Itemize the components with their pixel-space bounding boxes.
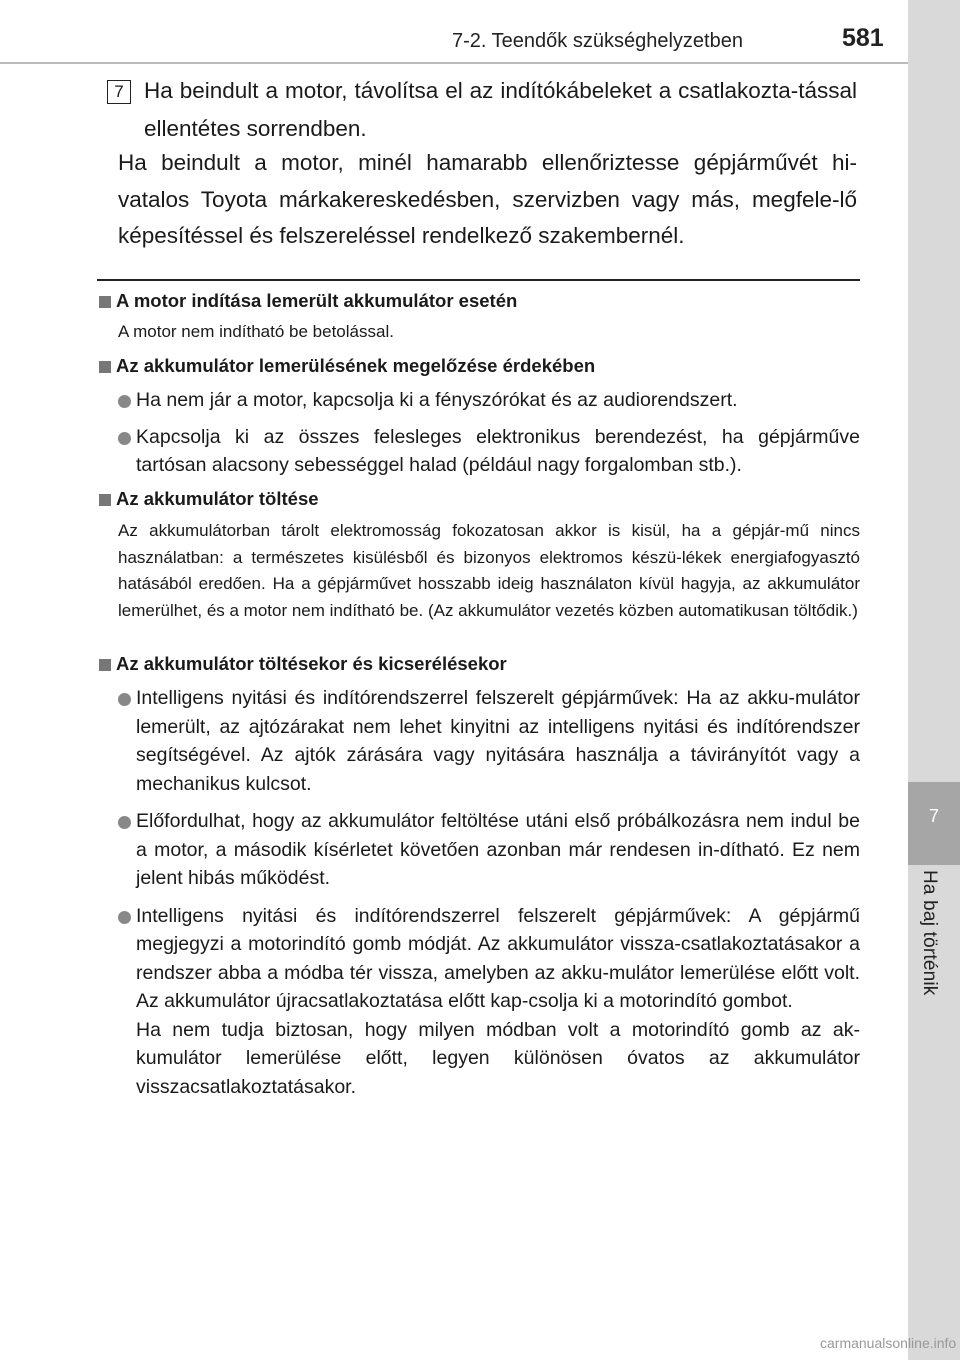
bullet-dot-icon [118,911,131,924]
section-text: A motor nem indítható be betolással. [118,322,394,341]
list-item: Ha nem jár a motor, kapcsolja ki a fényszórókat és az audiorendszert. [97,386,860,415]
chapter-number: 7 [928,806,939,826]
header-divider [0,62,908,64]
section-text: Az akkumulátorban tárolt elektromosság fokozatosan akkor is kisül, ha a gépjár-mű nincs használatban: a természetes kisülésből és bizonyos elektromos készü-lékek energiafogyasztó hatásából eredően. Ha a gépjárművet hosszabb ideig használaton kívül hagyja, az akkumulátor lemerülhet, és a motor nem indítható be. (Az akkumulátor vezetés közben automatikusan töltődik.) [118,521,860,620]
section-4 [97,651,860,1101]
note-paragraph: Ha beindult a motor, minél hamarabb ellenőriztesse gépjárművét hi-vatalos Toyota márkakereskedésben, szervizben vagy más, megfele-lő képesítéssel és felszereléssel rendelkező szakembernél. [118,150,857,248]
bullet-dot-icon [118,693,131,706]
section-heading: Az akkumulátor töltésekor és kicserélésekor [97,651,860,677]
section-heading: A motor indítása lemerült akkumulátor esetén [97,288,860,314]
section-1 [97,288,860,346]
square-bullet-icon [99,296,111,308]
section-title: 7-2. Teendők szükséghelyzetben [452,30,743,52]
step-number-box: 7 [107,80,131,104]
step-text: Ha beindult a motor, távolítsa el az indítókábeleket a csatlakozta-tással ellentétes sorrendben. [144,78,857,141]
chapter-label: Ha baj történik [919,870,940,996]
list-item: Előfordulhat, hogy az akkumulátor feltöltése utáni első próbálkozásra nem indul be a motor, a második kísérletet követően azonban már rendesen in-dítható. Ez nem jelent hibás működést. [97,807,860,893]
bullet-dot-icon [118,432,131,445]
section-heading: Az akkumulátor töltése [97,486,860,512]
square-bullet-icon [99,361,111,373]
side-bar [908,0,960,1360]
list-item: Intelligens nyitási és indítórendszerrel felszerelt gépjárművek: Ha az akku-mulátor lemerült, az ajtózárakat nem lehet kinyitni az intelligens nyitási és indítórendszer segítségével. Az ajtók zárására vagy nyitására használja a távirányítót vagy a mechanikus kulcsot. [97,684,860,798]
section-3 [97,486,860,624]
list-item: Intelligens nyitási és indítórendszerrel felszerelt gépjárművek: A gépjármű megjegyzi a motorindító gomb módját. Az akkumulátor vissza-csatlakoztatásakor a rendszer abba a módba tér vissza, amelyben az akku-mulátor lemerülése előtt volt. Az akkumulátor újracsatlakoztatása előtt kap-csolja ki a motorindító gombot. [97,902,860,1016]
section-heading: Az akkumulátor lemerülésének megelőzése érdekében [97,353,860,379]
list-item-continuation: Ha nem tudja biztosan, hogy milyen módban volt a motorindító gomb az ak-kumulátor lemerülése előtt, legyen különösen óvatos az akkumulátor visszacsatlakoztatásakor. [136,1018,860,1098]
square-bullet-icon [99,659,111,671]
section-2 [97,353,860,480]
bullet-dot-icon [118,395,131,408]
watermark: carmanualsonline.info [820,1335,957,1351]
section-separator [97,279,860,281]
square-bullet-icon [99,494,111,506]
page-number: 581 [842,24,884,52]
bullet-dot-icon [118,816,131,829]
list-item: Kapcsolja ki az összes felesleges elektronikus berendezést, ha gépjárműve tartósan alacsony sebességgel halad (például nagy forgalomban stb.). [97,423,860,480]
